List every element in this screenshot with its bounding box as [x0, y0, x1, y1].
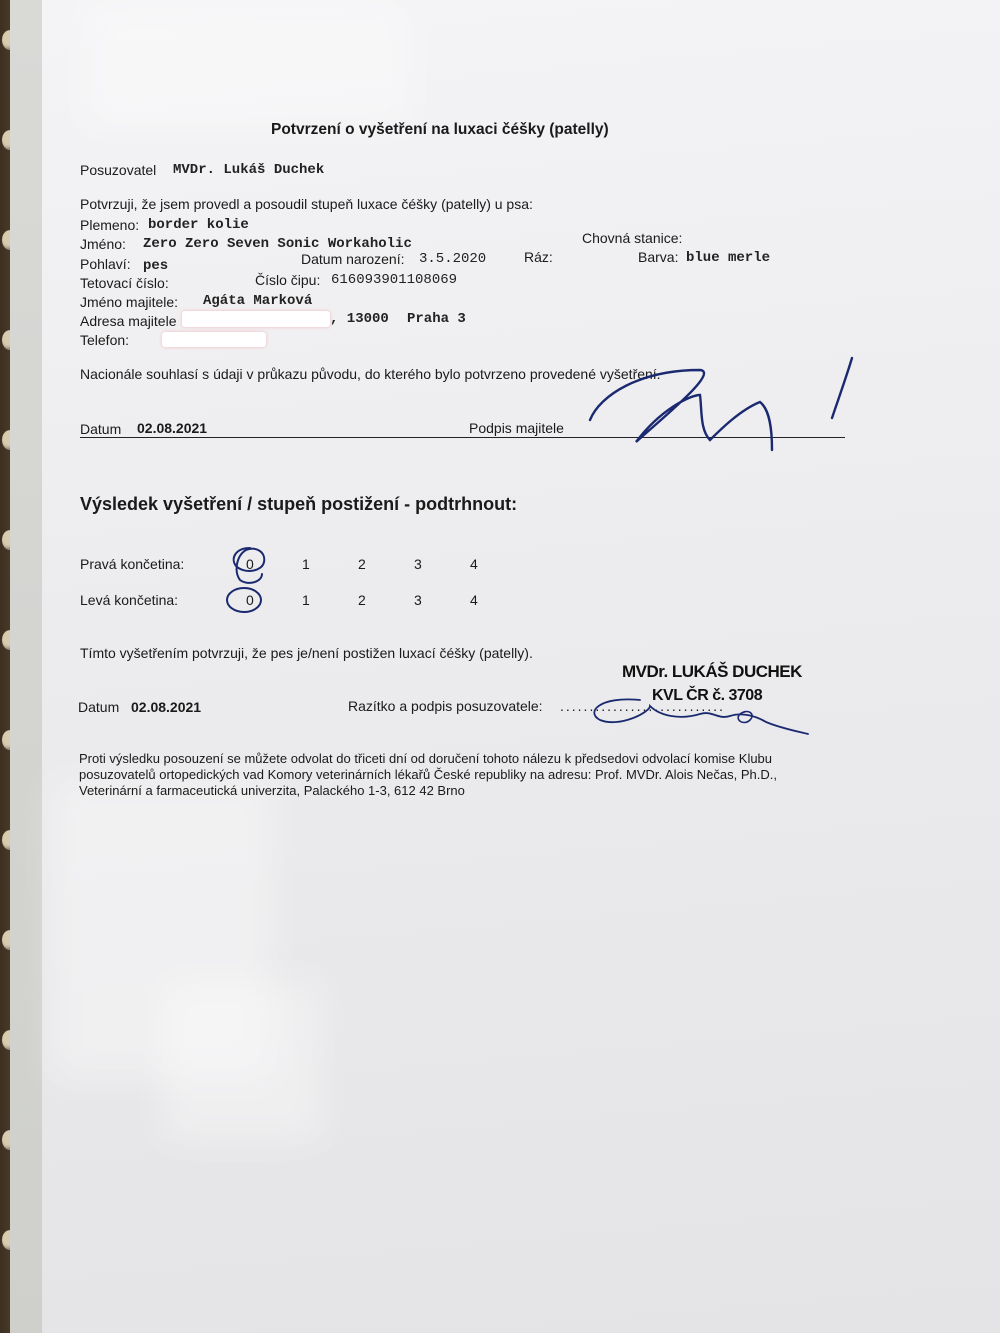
assessor-date-label: Datum [78, 699, 120, 715]
stamp-dotted-line: ............................ [560, 698, 725, 714]
right-grade-3: 3 [414, 556, 422, 572]
color-value: blue merle [686, 250, 771, 266]
owner-value: Agáta Marková [203, 293, 313, 309]
appeal-note-line-3: Veterinární a farmaceutická univerzita, Palackého 1-3, 612 42 Brno [79, 783, 465, 798]
stamp-line-2: KVL ČR č. 3708 [652, 687, 763, 704]
owner-signature-label: Podpis majitele [469, 420, 564, 436]
breed-label: Plemeno: [80, 217, 140, 233]
right-grade-4: 4 [470, 556, 478, 572]
assessor-date-value: 02.08.2021 [131, 699, 202, 715]
breed-value: border kolie [148, 217, 249, 233]
left-grade-1: 1 [302, 592, 310, 608]
address-zip: , 13000 [330, 311, 389, 327]
variety-label: Ráz: [524, 249, 553, 265]
sex-label: Pohlaví: [80, 256, 131, 272]
confirmation-result: Tímto vyšetřením potvrzuji, že pes je/není postižen luxací čéšky (patelly). [80, 645, 533, 661]
result-heading: Výsledek vyšetření / stupeň postižení - podtrhnout: [80, 494, 518, 514]
left-grade-4: 4 [470, 592, 478, 608]
tattoo-label: Tetovací číslo: [80, 275, 169, 291]
right-grade-2: 2 [358, 556, 366, 572]
name-label: Jméno: [80, 236, 126, 252]
left-grade-0: 0 [246, 592, 254, 608]
left-grade-2: 2 [358, 592, 366, 608]
address-city: Praha 3 [407, 311, 466, 327]
chip-label: Číslo čipu: [255, 272, 321, 288]
owner-date-value: 02.08.2021 [137, 420, 208, 436]
right-grade-1: 1 [302, 556, 310, 572]
color-label: Barva: [638, 249, 679, 265]
name-value: Zero Zero Seven Sonic Workaholic [143, 236, 412, 252]
dob-label: Datum narození: [301, 251, 405, 267]
appeal-note-line-1: Proti výsledku posouzení se můžete odvolat do třiceti dní od doručení tohoto nálezu k předsedovi odvolací komise Klubu [79, 751, 773, 766]
dob-value: 3.5.2020 [419, 251, 487, 267]
confirmation-intro: Potvrzuji, že jsem provedl a posoudil stupeň luxace čéšky (patelly) u psa: [80, 196, 533, 212]
assessor-name: MVDr. Lukáš Duchek [173, 162, 325, 178]
stamp-line-1: MVDr. LUKÁŠ DUCHEK [622, 662, 802, 681]
chip-value: 616093901108069 [331, 272, 458, 288]
owner-label: Jméno majitele: [80, 294, 179, 310]
kennel-label: Chovná stanice: [582, 230, 683, 246]
right-limb-label: Pravá končetina: [80, 556, 185, 572]
left-grade-3: 3 [414, 592, 422, 608]
nationals-note: Nacionále souhlasí s údaji v průkazu původu, do kterého bylo potvrzeno provedené vyšetření. [80, 366, 661, 382]
address-label: Adresa majitele [80, 313, 177, 329]
owner-date-label: Datum [80, 421, 122, 437]
document-title: Potvrzení o vyšetření na luxaci čéšky (patelly) [271, 121, 609, 138]
sex-value: pes [143, 258, 169, 274]
phone-label: Telefon: [80, 332, 130, 348]
assessor-label: Posuzovatel [80, 162, 157, 178]
right-grade-0: 0 [246, 556, 254, 572]
left-limb-label: Levá končetina: [80, 592, 179, 608]
stamp-signature-label: Razítko a podpis posuzovatele: [348, 698, 543, 714]
appeal-note-line-2: posuzovatelů ortopedických vad Komory veterinárních lékařů České republiky na adresu: Prof. MVDr. Alois Nečas, Ph.D., [79, 767, 777, 782]
